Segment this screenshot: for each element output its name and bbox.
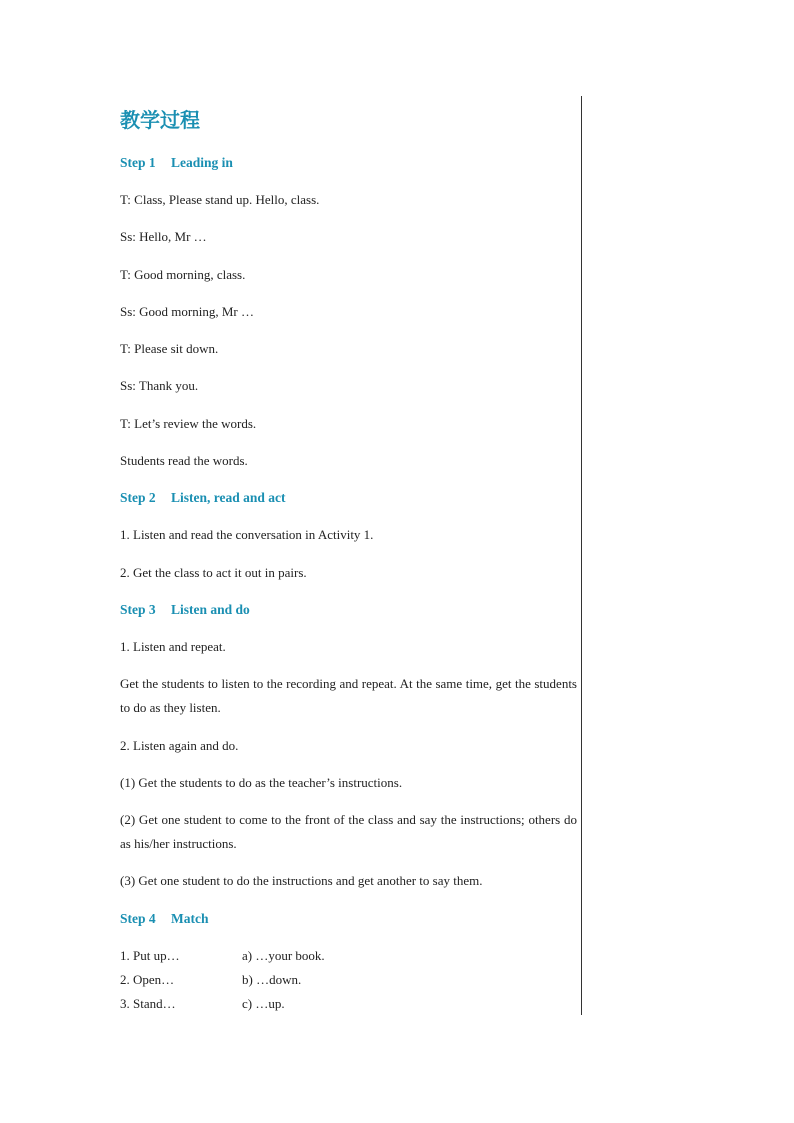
match-row <box>120 972 301 988</box>
match-right: b) …down. <box>242 972 302 987</box>
text-line: (3) Get one student to do the instructions and get another to say them. <box>120 873 483 888</box>
text-paragraph: (2) Get one student to come to the front of the class and say the instructions; others do as his/her instructions. <box>120 812 577 851</box>
text-line: Students read the words. <box>120 453 248 468</box>
step-name: Listen, read and act <box>171 490 286 505</box>
dialogue-line: T: Class, Please stand up. Hello, class. <box>120 192 320 207</box>
match-left: 1. Put up… <box>120 948 180 963</box>
page-title: 教学过程 <box>120 108 200 132</box>
dialogue-line: Ss: Thank you. <box>120 378 199 393</box>
text-paragraph: Get the students to listen to the recording and repeat. At the same time, get the students to do as they listen. <box>120 676 577 715</box>
dialogue-line: Ss: Good morning, Mr … <box>120 304 254 319</box>
text-line: 2. Listen again and do. <box>120 738 239 753</box>
text-line: 2. Get the class to act it out in pairs. <box>120 565 307 580</box>
dialogue-line: T: Good morning, class. <box>120 267 246 282</box>
step-number: Step 3 <box>120 602 156 617</box>
text-line: 1. Listen and read the conversation in Activity 1. <box>120 527 374 542</box>
step-heading <box>120 155 233 171</box>
dialogue-line: Ss: Hello, Mr … <box>120 229 207 244</box>
step-heading <box>120 490 286 506</box>
match-row <box>120 996 285 1012</box>
dialogue-line: T: Please sit down. <box>120 341 219 356</box>
step-number: Step 1 <box>120 155 156 170</box>
match-right: a) …your book. <box>242 948 325 963</box>
match-left: 2. Open… <box>120 972 175 987</box>
dialogue-line: T: Let’s review the words. <box>120 416 257 431</box>
margin-line <box>581 96 582 1015</box>
text-line: 1. Listen and repeat. <box>120 639 226 654</box>
step-name: Listen and do <box>171 602 250 617</box>
text-line: (1) Get the students to do as the teacher’s instructions. <box>120 775 403 790</box>
match-right: c) …up. <box>242 996 285 1011</box>
step-name: Match <box>171 911 209 926</box>
step-number: Step 2 <box>120 490 156 505</box>
match-row <box>120 948 325 964</box>
step-name: Leading in <box>171 155 233 170</box>
match-left: 3. Stand… <box>120 996 176 1011</box>
step-number: Step 4 <box>120 911 156 926</box>
step-heading <box>120 602 250 618</box>
step-heading <box>120 911 209 927</box>
